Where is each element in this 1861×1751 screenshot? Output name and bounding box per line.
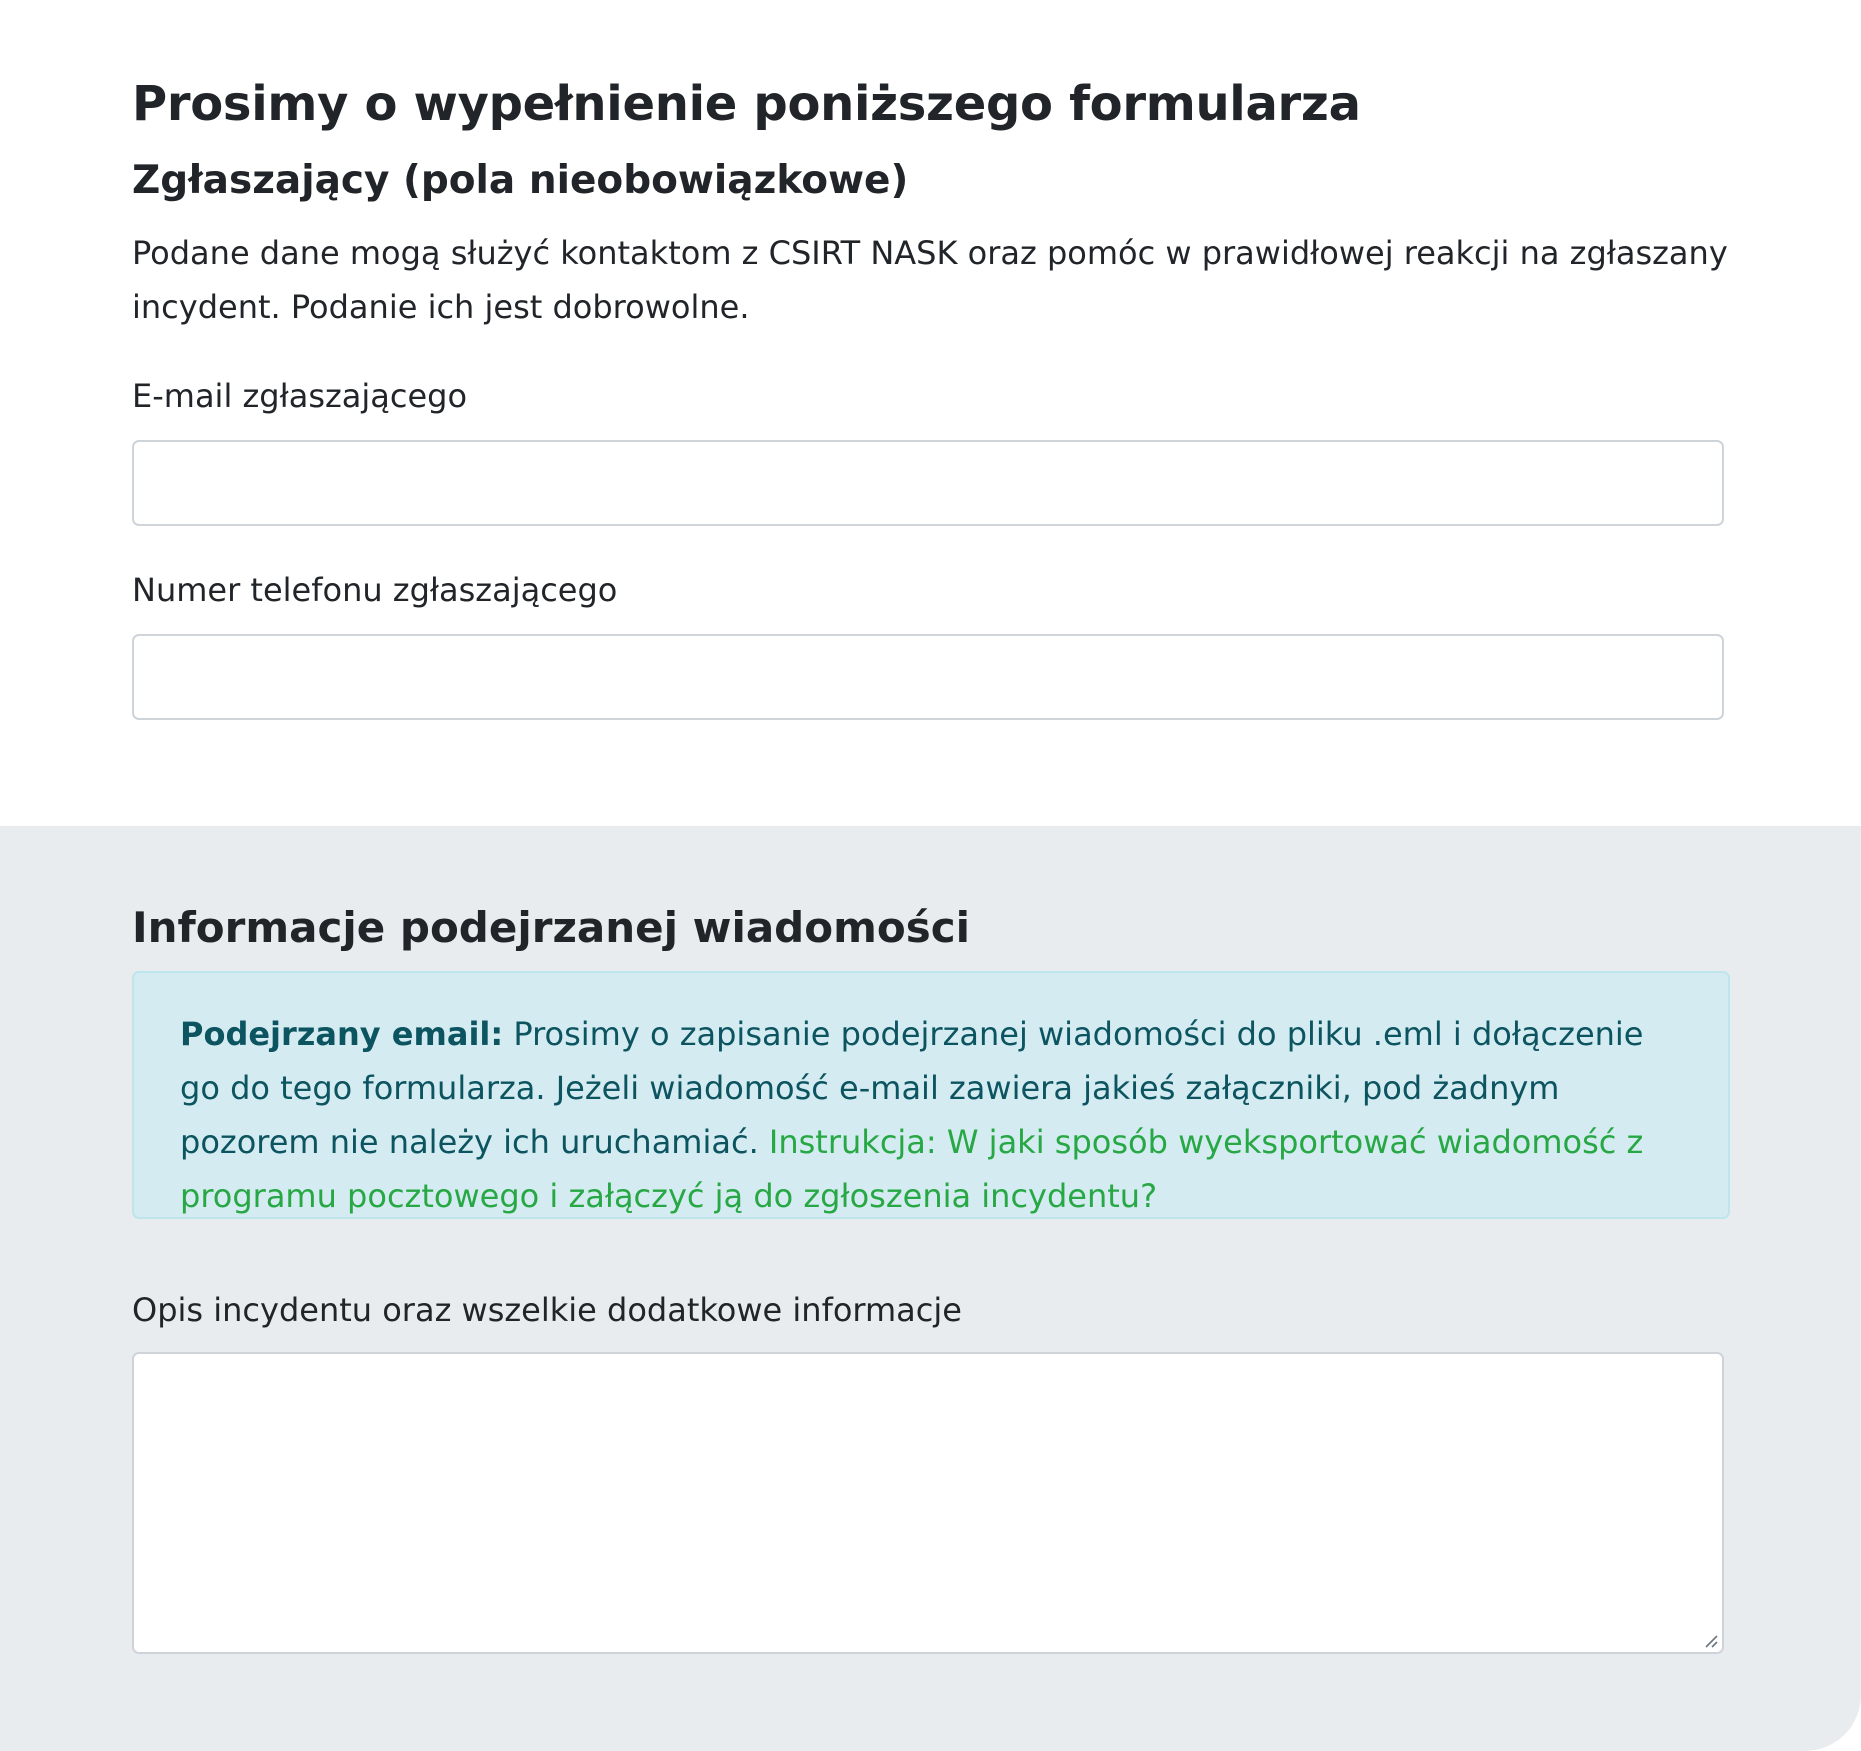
email-label: E-mail zgłaszającego [132,377,468,415]
export-instructions-link[interactable]: Instrukcja: W jaki sposób wyeksportować wiadomość z programu pocztowego i załączyć ją do zgłoszenia incydentu? [180,1123,1644,1215]
phone-field[interactable] [132,634,1724,720]
incident-description-label: Opis incydentu oraz wszelkie dodatkowe informacje [132,1291,962,1329]
reporter-description: Podane dane mogą służyć kontaktom z CSIRT NASK oraz pomóc w prawidłowej reakcji na zgłaszany incydent. Podanie ich jest dobrowolne. [132,234,1728,326]
page-title: Prosimy o wypełnienie poniższego formularza [132,76,1361,132]
message-info-heading: Informacje podejrzanej wiadomości [132,903,971,952]
incident-description-textarea[interactable] [132,1352,1724,1654]
phone-label: Numer telefonu zgłaszającego [132,571,618,609]
suspicious-email-alert [132,971,1730,1219]
reporter-heading: Zgłaszający (pola nieobowiązkowe) [132,158,909,203]
email-field[interactable] [132,440,1724,526]
resize-grip-icon[interactable] [1704,1634,1718,1648]
alert-text: Prosimy o zapisanie podejrzanej wiadomości do pliku .eml i dołączenie go do tego formularza. Jeżeli wiadomość e-mail zawiera jakieś załączniki, pod żadnym pozorem nie należy ich uruchamiać. [180,1015,1644,1161]
alert-strong-label: Podejrzany email: [180,1015,504,1053]
